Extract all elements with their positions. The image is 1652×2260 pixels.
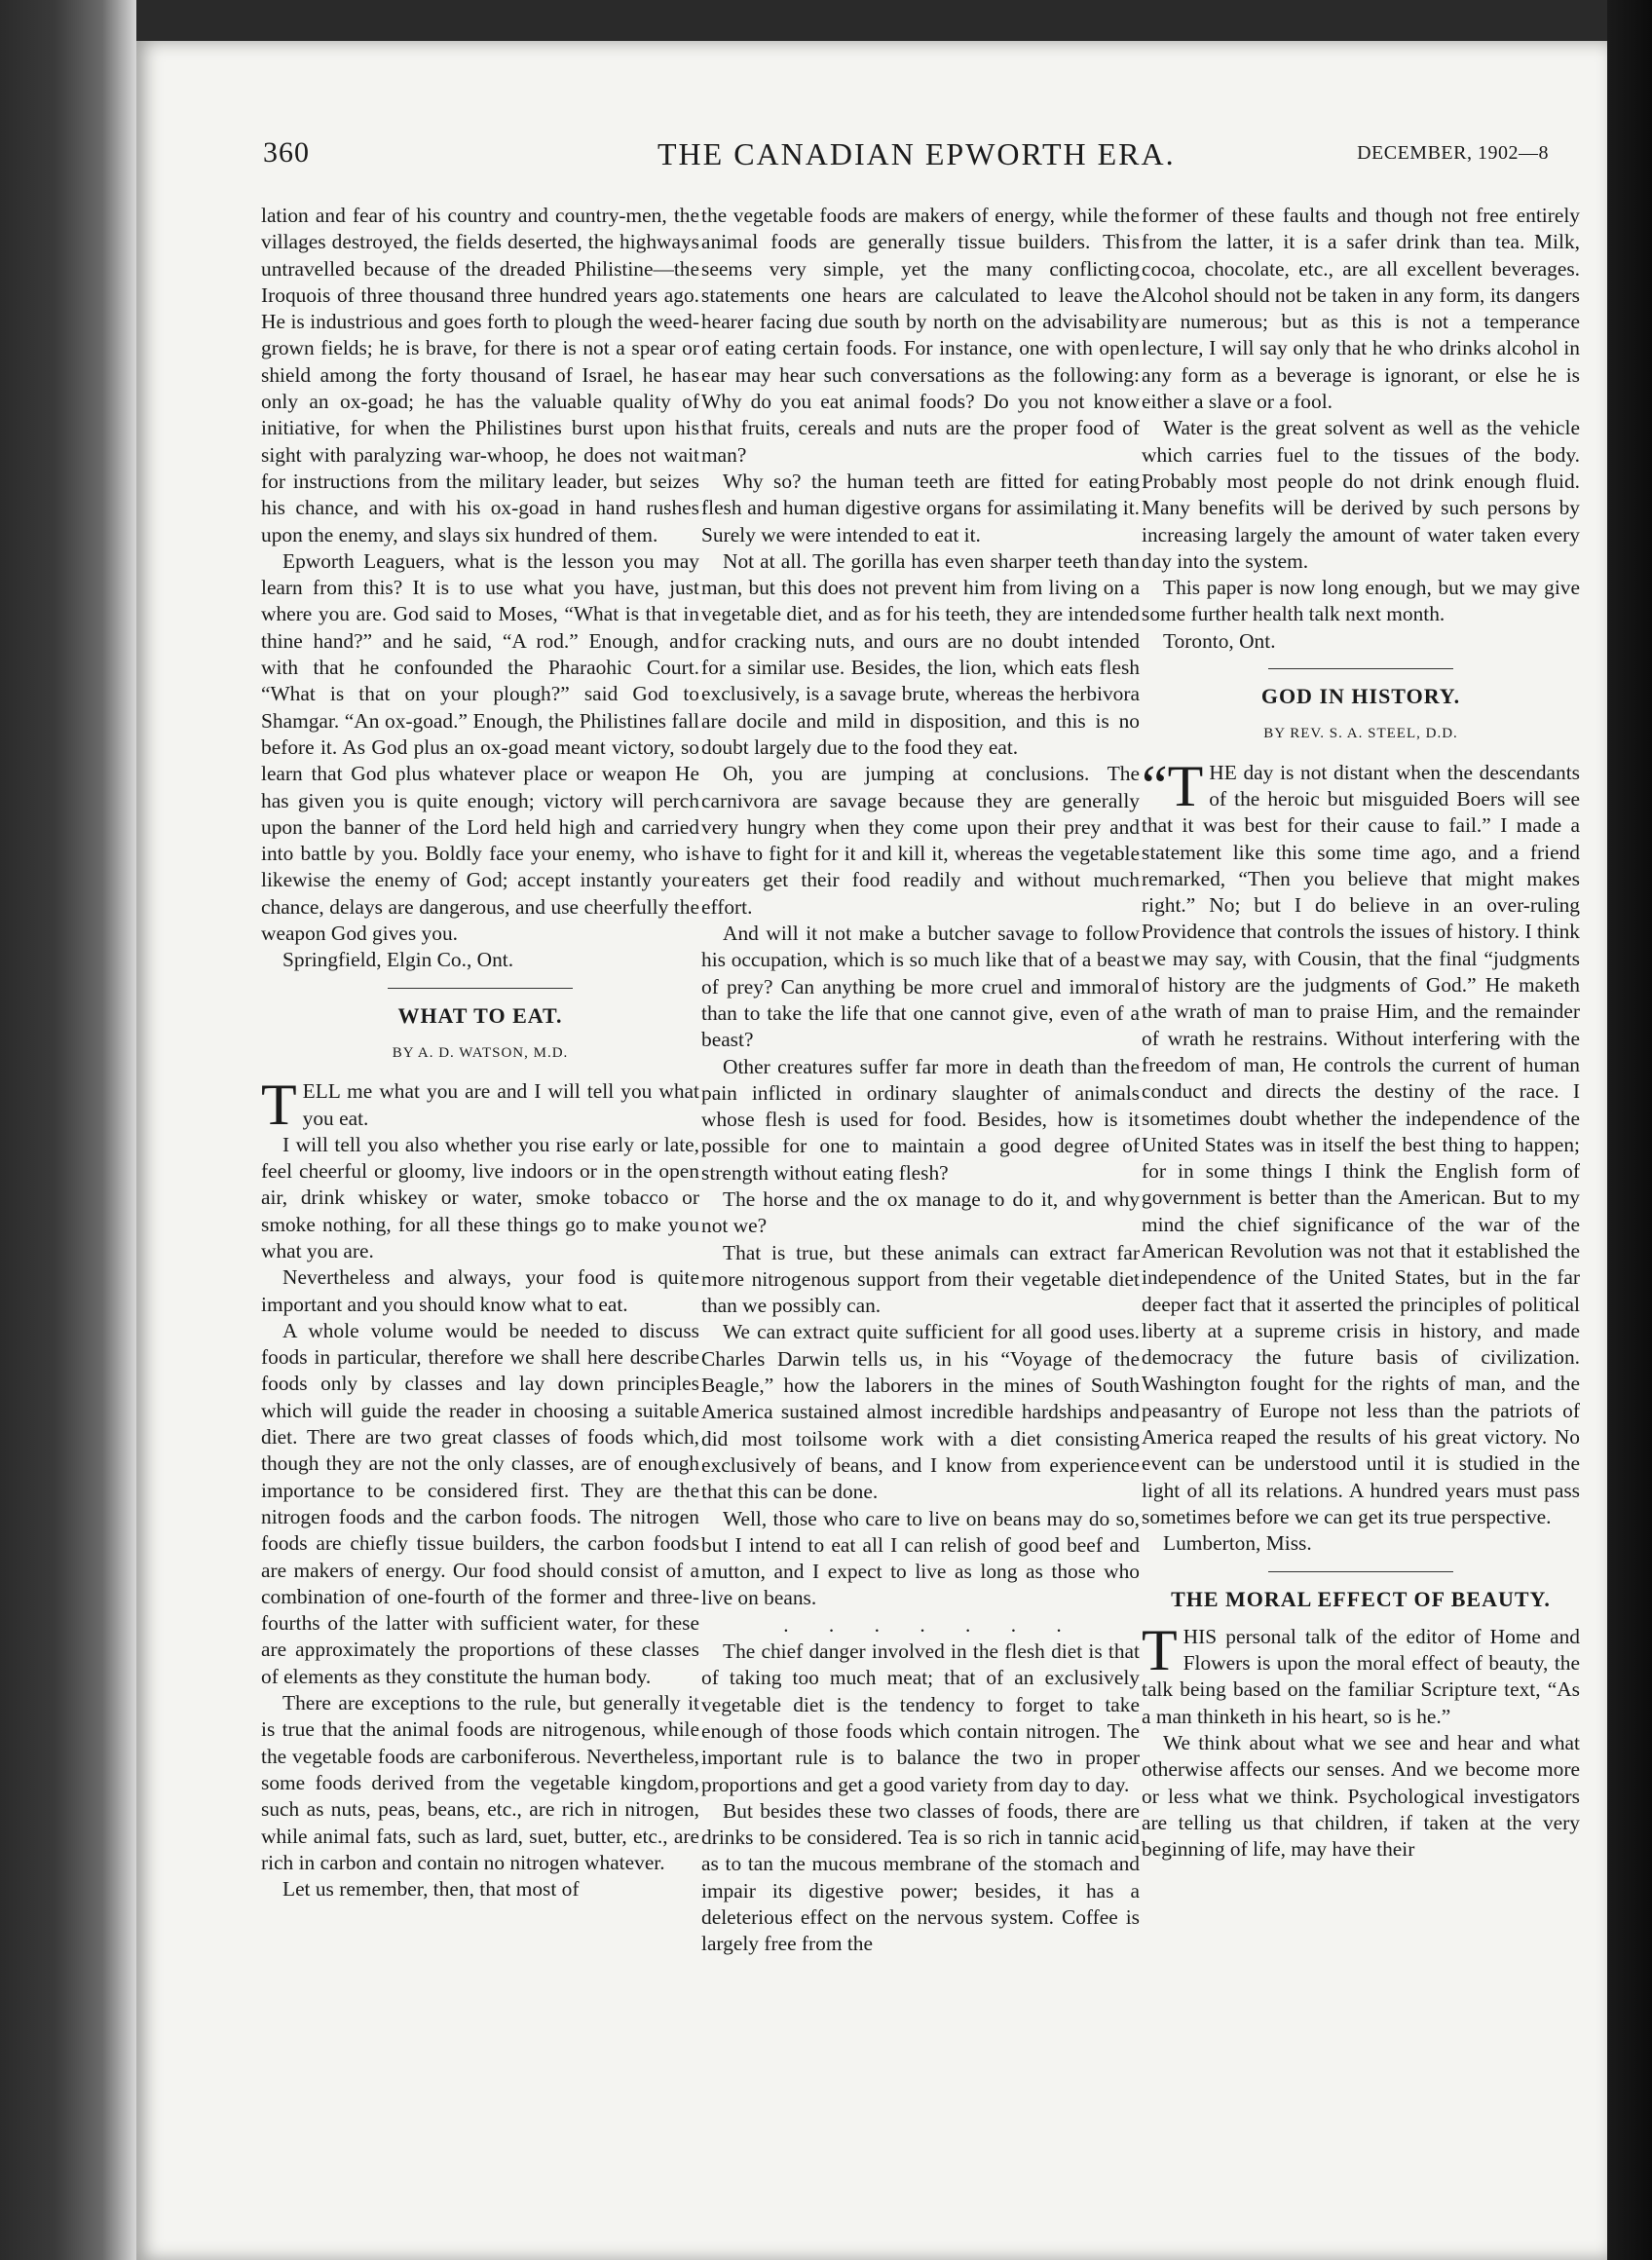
place-line: Lumberton, Miss. — [1163, 1531, 1312, 1556]
paragraph: We think about what we see and hear and what otherwise affects our senses. And we become more or less what we think. Psychological investigators are telling us that children, if taken at the very beginning of life, may have their — [1142, 1731, 1580, 1862]
place-line: Toronto, Ont. — [1163, 628, 1276, 653]
paragraph: The horse and the ox manage to do it, and why not we? — [701, 1186, 1140, 1238]
page-header — [263, 136, 1549, 185]
issue-date: DECEMBER, 1902—8 — [1357, 142, 1549, 164]
paragraph: the vegetable foods are makers of energy, while the animal foods are generally tissue builders. This seems very simple, yet the many conflicting statements one hears are calculated to leave the hearer facing due south by north on the advisability of eating certain foods. For instance, one with open ear may hear such conversations as the following: Why do you eat animal foods? Do you not know that fruits, cereals and nuts are the proper food of man? — [701, 204, 1140, 467]
column-1 — [261, 203, 699, 1902]
paragraph: Epworth Leaguers, what is the lesson you may learn from this? It is to use what you have, just where you are. God said to Moses, “What is that in thine hand?” and he said, “A rod.” Enough, and with that he confounded the Pharaohic Court. “What is that on your plough?” said God to Shamgar. “An ox-goad.” Enough, the Philistines fall before it. As God plus an ox-goad meant victory, so learn that God plus whatever place or weapon He has given you is quite enough; victory will perch upon the banner of the Lord held high and carried into battle by you. Boldly face your enemy, who is likewise the enemy of God; accept instantly your chance, delays are dangerous, and use cheerfully the weapon God gives you. — [261, 548, 699, 946]
article-title: THE MORAL EFFECT OF BEAUTY. — [1171, 1586, 1551, 1611]
paragraph: Nevertheless and always, your food is quite important and you should know what to eat. — [261, 1265, 699, 1316]
paragraph: I will tell you also whether you rise early or late, feel cheerful or gloomy, live indoors or in the open air, drink whiskey or water, smoke tobacco or smoke nothing, for all these things go to make you what you are. — [261, 1132, 699, 1262]
byline: BY A. D. WATSON, M.D. — [392, 1044, 569, 1061]
drop-cap: T — [1142, 1617, 1178, 1682]
paragraph: Oh, you are jumping at conclusions. The carnivora are savage because they are generally very hungry when they come upon their prey and have to fight for it and kill it, whereas the vegetable eaters get their food readily and without much effort. — [701, 762, 1140, 919]
paragraph: Well, those who care to live on beans may do so, but I intend to eat all I can relish of good beef and mutton, and I expect to live as long as those who live on beans. — [701, 1506, 1140, 1610]
divider — [388, 988, 573, 989]
paragraph-text: HIS personal talk of the editor of Home and Flowers is upon the moral effect of beauty, the talk being based on the familiar Scripture text, “As a man thinketh in his heart, so is he.” — [1142, 1624, 1580, 1728]
article-title: WHAT TO EAT. — [397, 1002, 563, 1028]
paragraph: But besides these two classes of foods, there are drinks to be considered. Tea is so rich in tannic acid as to tan the mucous membrane of the stomach and impair its digestive power; besides, it has a deleterious effect on the nervous system. Coffee is largely free from the — [701, 1798, 1140, 1956]
divider — [1268, 1571, 1453, 1572]
paragraph: A whole volume would be needed to discuss foods in particular, therefore we shall here describe foods only by classes and lay down principles which will guide the reader in choosing a suitable diet. There are two great classes of foods which, though they are not the only classes, are of enough importance to be considered first. They are the nitrogen foods and the carbon foods. The nitrogen foods are chiefly tissue builders, the carbon foods are makers of energy. Our food should consist of a combination of one-fourth of the former and three-fourths of the latter with sufficient water, for these are approximately the proportions of these classes of elements as they constitute the human body. — [261, 1318, 699, 1688]
paragraph: lation and fear of his country and country-men, the villages destroyed, the fields deserted, the highways untravelled because of the dreaded Philistine—the Iroquois of three thousand three hundred years ago. He is industrious and goes forth to plough the weed-grown fields; he is brave, for there is not a spear or shield among the forty thousand of Israel, he has only an ox-goad; he has the valuable quality of initiative, for when the Philistines burst upon his sight with paralyzing war-whoop, he does not wait for instructions from the military leader, but seizes his chance, and with his ox-goad in hand rushes upon the enemy, and slays six hundred of them. — [261, 204, 699, 546]
column-3 — [1142, 203, 1580, 1864]
paragraph: We can extract quite sufficient for all good uses. Charles Darwin tells us, in his “Voyage of the Beagle,” how the laborers in the mines of South America sustained almost incredible hardships and did most toilsome work with a diet consisting exclusively of beans, and I know from experience that this can be done. — [701, 1320, 1140, 1504]
page-number: 360 — [263, 136, 310, 169]
paragraph: And will it not make a butcher savage to follow his occupation, which is so much like that of a beast of prey? Can anything be more cruel and immoral than to take the life that one cannot give, even of a beast? — [701, 922, 1140, 1052]
paragraph: former of these faults and though not free entirely from the latter, it is a safer drink than tea. Milk, cocoa, chocolate, etc., are all excellent beverages. Alcohol should not be taken in any form, its dangers are numerous; but as this is not a temperance lecture, I will say only that he who drinks alcohol in any form as a beverage is ignorant, or else he is either a slave or a fool. — [1142, 204, 1580, 414]
paragraph — [1142, 753, 1580, 1531]
paragraph: The chief danger involved in the flesh diet is that of taking too much meat; that of an exclusively vegetable diet is the tendency to forget to take enough of those foods which contain nitrogen. The important rule is to balance the two in proper proportions and get a good variety from day to day. — [701, 1639, 1140, 1796]
section-break-dots: . . . . . . . — [783, 1612, 1079, 1637]
paragraph — [261, 1073, 699, 1138]
paragraph — [1142, 1617, 1580, 1730]
paragraph-text: HE day is not distant when the descendants of the heroic but misguided Boers will see that it was best for their cause to fail.” I made a statement like this some time ago, and a friend remarked, “Then you believe that might makes right.” No; but I do believe in an over-ruling Providence that controls the issues of history. I think we may say, with Cousin, that the final “judgments of history are the judgments of God.” He maketh the wrath of man to praise Him, and the remainder of wrath he restrains. Without interfering with the freedom of man, He controls the current of human conduct and directs the destiny of the race. I sometimes doubt whether the independence of the United States was in itself the best thing to happen; for in some things I think the English form of government is better than the American. But to my mind the chief significance of the war of the American Revolution was not that it established the independence of the United States, but in the far deeper fact that it asserted the principles of political liberty at a supreme crisis in history, and made democracy the future basis of civilization. Washington fought for the rights of man, and the peasantry of Europe not less than the patriots of America reaped the results of his great victory. No event can be understood until it is studied in the light of all its relations. A hundred years must pass sometimes before we can get its true perspective. — [1142, 760, 1580, 1528]
place-line: Springfield, Elgin Co., Ont. — [282, 948, 514, 972]
scan-edge — [1607, 0, 1652, 2260]
paragraph: This paper is now long enough, but we may give some further health talk next month. — [1142, 576, 1580, 626]
journal-title: THE CANADIAN EPWORTH ERA. — [657, 136, 1176, 171]
byline: BY REV. S. A. STEEL, D.D. — [1263, 726, 1458, 742]
paragraph: There are exceptions to the rule, but generally it is true that the animal foods are nitrogenous, while the vegetable foods are carboniferous. Nevertheless, some foods derived from the vegetable kingdom, such as nuts, peas, beans, etc., are rich in nitrogen, while animal fats, such as lard, suet, butter, etc., are rich in carbon and contain no nitrogen whatever. — [261, 1691, 699, 1874]
column-2 — [701, 203, 1140, 1958]
paragraph: Other creatures suffer far more in death than the pain inflicted in ordinary slaughter of animals whose flesh is used for food. Besides, how is it possible for one to maintain a good degree of strength without eating flesh? — [701, 1054, 1140, 1185]
paragraph: That is true, but these animals can extract far more nitrogenous support from their vegetable diet than we possibly can. — [701, 1240, 1140, 1318]
paragraph: Let us remember, then, that most of — [282, 1877, 580, 1902]
paragraph-text: ELL me what you are and I will tell you what you eat. — [302, 1079, 699, 1130]
book-spine — [0, 0, 136, 2260]
paragraph: Not at all. The gorilla has even sharper teeth than man, but this does not prevent him from living on a vegetable diet, and as for his teeth, they are intended for cracking nuts, and ours are no doubt intended for a similar use. Besides, the lion, which eats flesh exclusively, is a savage brute, whereas the herbivora are docile and mild in disposition, and this is no doubt largely due to the food they eat. — [701, 548, 1140, 759]
article-title: GOD IN HISTORY. — [1260, 684, 1461, 709]
divider — [1268, 668, 1453, 669]
drop-cap: T — [261, 1073, 297, 1138]
paragraph: Water is the great solvent as well as the vehicle which carries fuel to the tissues of the body. Probably most people do not drink enough fluid. Many benefits will be derived by such persons by increasing largely the amount of water taken every day into the system. — [1142, 416, 1580, 573]
paragraph: Why so? the human teeth are fitted for eating flesh and human digestive organs for assimilating it. Surely we were intended to eat it. — [701, 469, 1140, 546]
drop-cap: “T — [1142, 753, 1204, 818]
